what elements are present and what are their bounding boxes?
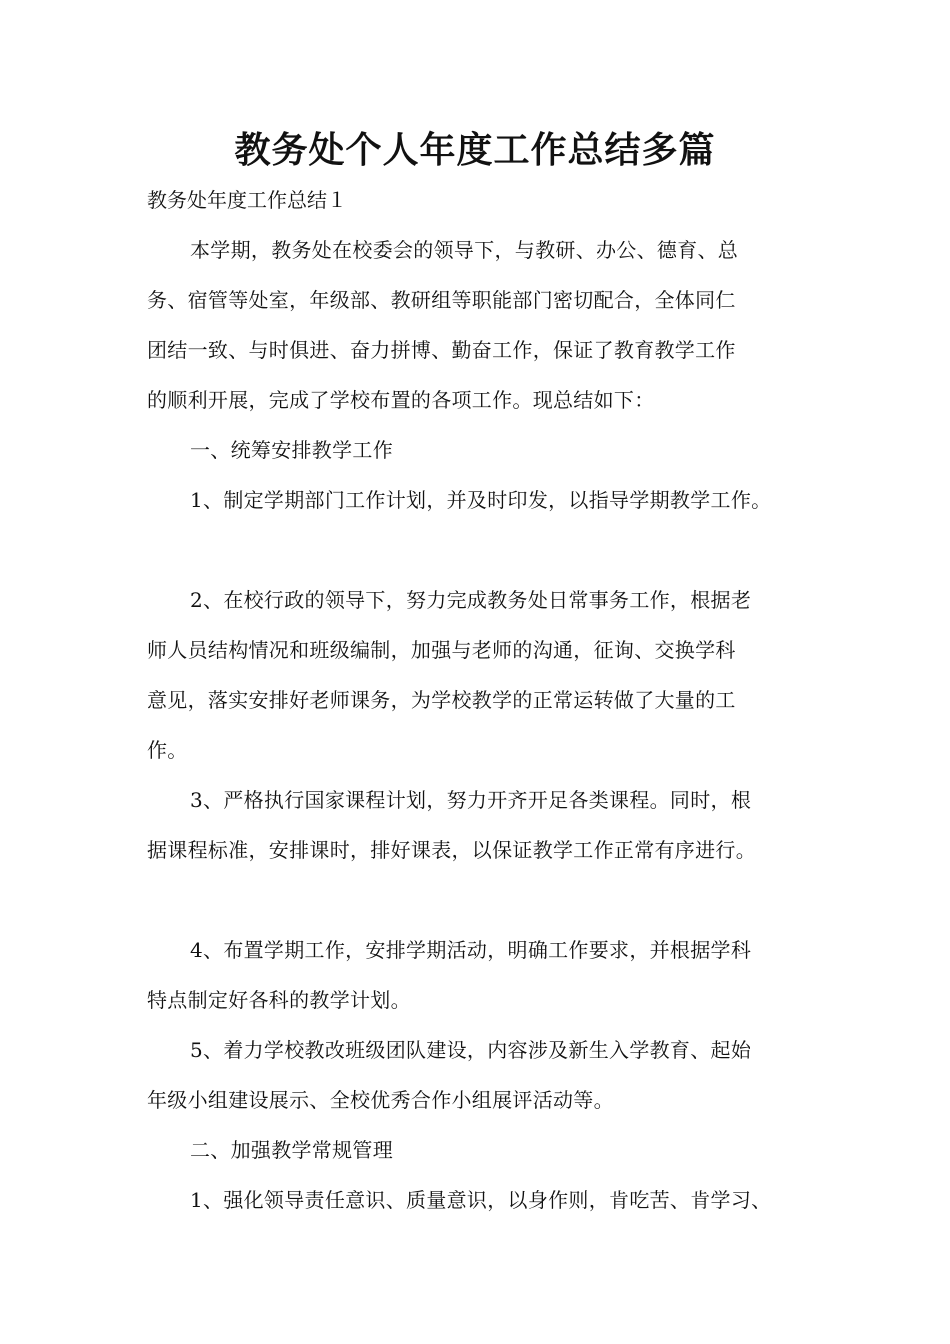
paragraph-line: 年级小组建设展示、全校优秀合作小组展评活动等。 bbox=[147, 1088, 614, 1112]
page-title: 教务处个人年度工作总结多篇 bbox=[234, 130, 716, 171]
section-heading: 二、加强教学常规管理 bbox=[190, 1138, 393, 1162]
paragraph-line: 4、布置学期工作，安排学期活动，明确工作要求，并根据学科 bbox=[190, 938, 752, 962]
section-subtitle: 教务处年度工作总结１ bbox=[147, 188, 347, 212]
paragraph-line: 团结一致、与时俱进、奋力拼博、勤奋工作，保证了教育教学工作 bbox=[147, 338, 736, 362]
paragraph-line: 作。 bbox=[147, 738, 188, 762]
paragraph-line: 本学期，教务处在校委会的领导下，与教研、办公、德育、总 bbox=[190, 238, 739, 262]
paragraph-line: 特点制定好各科的教学计划。 bbox=[147, 988, 411, 1012]
paragraph-line: 的顺利开展，完成了学校布置的各项工作。现总结如下： bbox=[147, 388, 655, 412]
paragraph-line: 1、制定学期部门工作计划，并及时印发，以指导学期教学工作。 bbox=[190, 488, 772, 512]
paragraph-line: 2、在校行政的领导下，努力完成教务处日常事务工作，根据老 bbox=[190, 588, 752, 612]
paragraph-line: 3、严格执行国家课程计划，努力开齐开足各类课程。同时，根 bbox=[190, 788, 752, 812]
paragraph-line: 意见，落实安排好老师课务，为学校教学的正常运转做了大量的工 bbox=[147, 688, 736, 712]
section-heading: 一、统筹安排教学工作 bbox=[190, 438, 393, 462]
paragraph-line: 务、宿管等处室，年级部、教研组等职能部门密切配合，全体同仁 bbox=[147, 288, 736, 312]
paragraph-line: 5、着力学校教改班级团队建设，内容涉及新生入学教育、起始 bbox=[190, 1038, 752, 1062]
paragraph-line: 1、强化领导责任意识、质量意识，以身作则，肯吃苦、肯学习、 bbox=[190, 1188, 772, 1212]
paragraph-line: 师人员结构情况和班级编制，加强与老师的沟通，征询、交换学科 bbox=[147, 638, 736, 662]
paragraph-line: 据课程标准，安排课时，排好课表，以保证教学工作正常有序进行。 bbox=[147, 838, 756, 862]
